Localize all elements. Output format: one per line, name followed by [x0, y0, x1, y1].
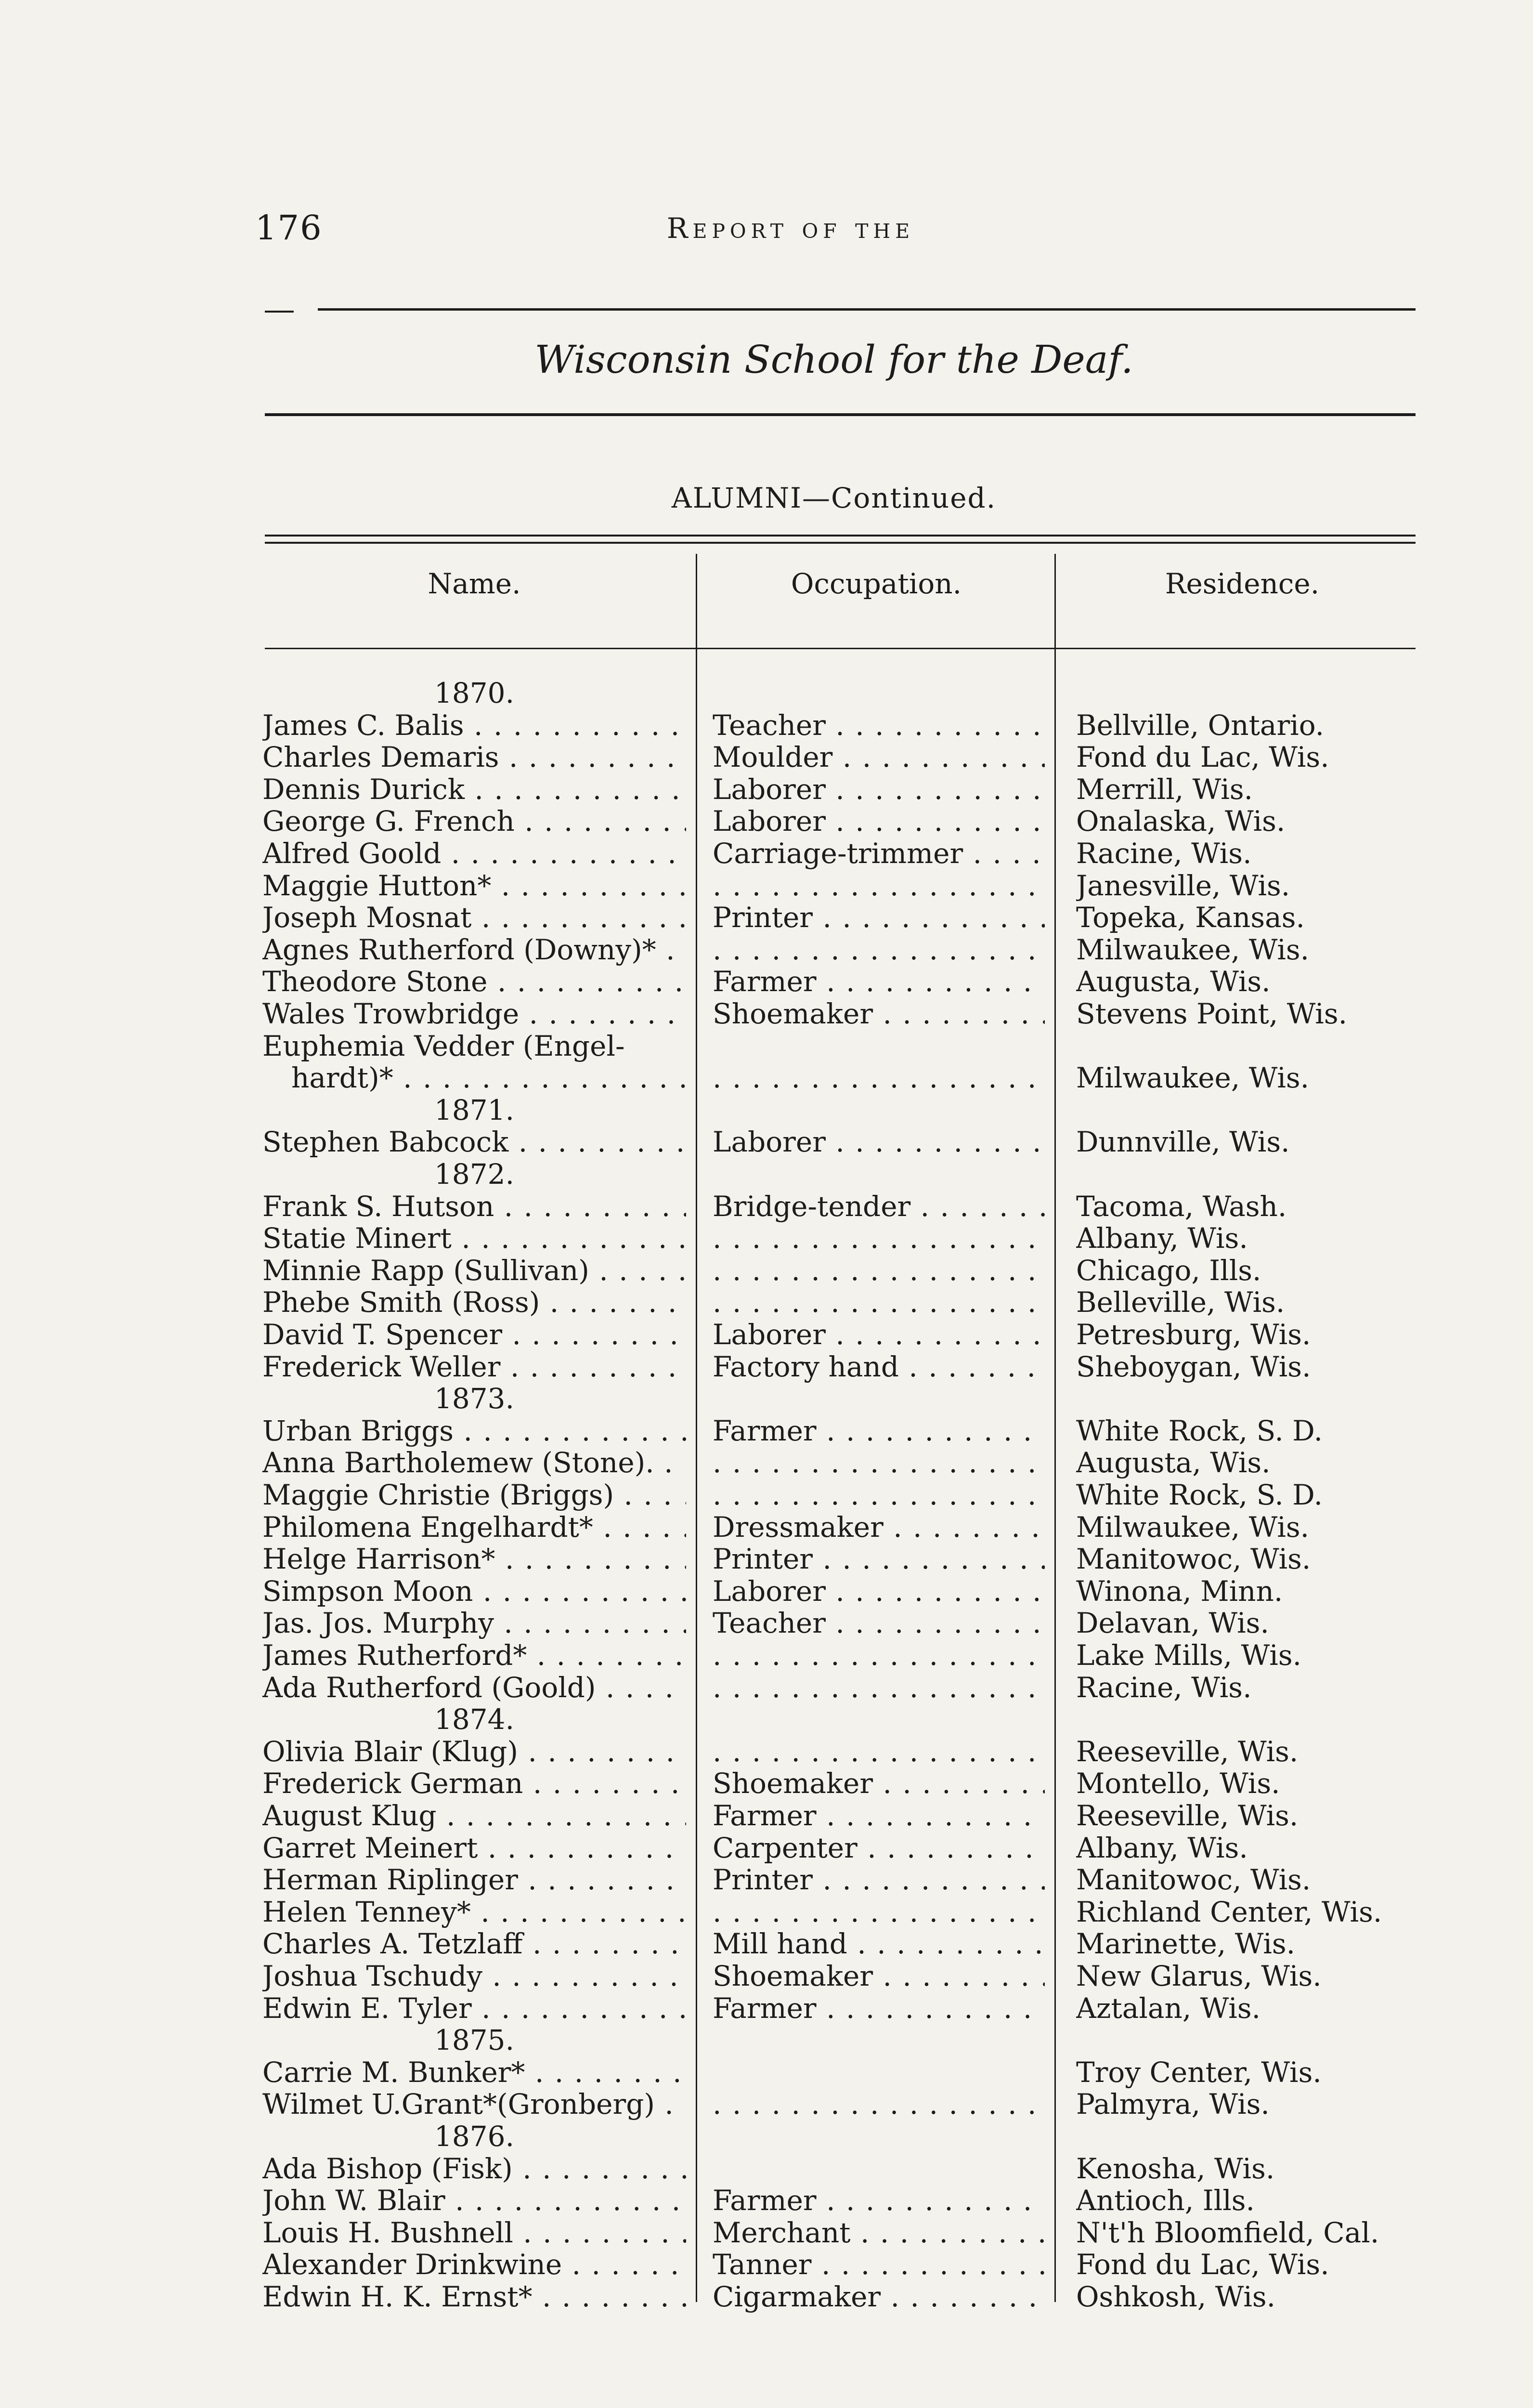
alumni-name-text: James Rutherford* [262, 1639, 527, 1672]
alumni-occupation [713, 1896, 1045, 1928]
table-row [0, 965, 1533, 998]
alumni-occupation-text: Farmer [713, 1799, 817, 1832]
alumni-residence: Racine, Wis. [1076, 1671, 1252, 1704]
table-row [0, 773, 1533, 806]
table-row [0, 1222, 1533, 1255]
alumni-occupation-text: Dressmaker [713, 1510, 883, 1544]
alumni-name [262, 2056, 686, 2089]
alumni-name-text: Dennis Durick [262, 772, 465, 806]
alumni-name [262, 1960, 686, 1992]
table-row [0, 2088, 1533, 2120]
table-row [0, 1896, 1533, 1928]
alumni-name-text: Wales Trowbridge [262, 997, 520, 1030]
alumni-name-text: Alexander Drinkwine [262, 2248, 562, 2281]
table-row [0, 1639, 1533, 1672]
column-header-name: Name. [428, 567, 521, 600]
year-heading-row [0, 1703, 1533, 1736]
alumni-residence: Fond du Lac, Wis. [1076, 2248, 1329, 2281]
alumni-name-text: Helge Harrison* [262, 1543, 495, 1576]
table-row [0, 1832, 1533, 1864]
alumni-residence: Marinette, Wis. [1076, 1927, 1296, 1961]
alumni-occupation [713, 1799, 1045, 1832]
alumni-residence: Tacoma, Wash. [1076, 1190, 1287, 1223]
table-top-rule-1 [265, 535, 1416, 537]
alumni-residence: N't'h Bloomfield, Cal. [1076, 2216, 1379, 2249]
alumni-name [262, 1414, 686, 1447]
alumni-residence: Augusta, Wis. [1076, 965, 1271, 998]
alumni-name [262, 1254, 686, 1287]
table-row [0, 2056, 1533, 2089]
table-row [0, 1350, 1533, 1383]
table-row [0, 869, 1533, 902]
alumni-occupation [713, 741, 1045, 773]
alumni-occupation-text: Carriage-trimmer [713, 837, 963, 870]
alumni-residence: Reeseville, Wis. [1076, 1799, 1299, 1832]
alumni-residence: Richland Center, Wis. [1076, 1895, 1382, 1928]
header-rule-long [318, 308, 1416, 311]
alumni-occupation-text: Farmer [713, 965, 817, 998]
table-row [0, 1318, 1533, 1351]
alumni-occupation-text: Printer [713, 1863, 813, 1897]
alumni-occupation-text: Moulder [713, 741, 833, 774]
table-row [0, 2184, 1533, 2217]
alumni-name [262, 1222, 686, 1255]
alumni-residence: Topeka, Kansas. [1076, 901, 1305, 934]
alumni-name-text: Herman Riplinger [262, 1863, 518, 1897]
alumni-name-text: Anna Bartholemew (Stone). [262, 1446, 654, 1479]
alumni-residence: Janesville, Wis. [1076, 869, 1290, 902]
alumni-occupation [713, 709, 1045, 742]
alumni-name-text: Philomena Engelhardt* [262, 1510, 593, 1544]
alumni-occupation [713, 869, 1045, 902]
alumni-occupation [713, 1927, 1045, 1960]
year-heading-row [0, 2120, 1533, 2153]
alumni-residence: Montello, Wis. [1076, 1767, 1280, 1800]
alumni-name [262, 1479, 686, 1511]
alumni-name-text: Simpson Moon [262, 1574, 473, 1608]
alumni-occupation-text: Factory hand [713, 1350, 899, 1383]
alumni-residence: Kenosha, Wis. [1076, 2152, 1275, 2185]
alumni-occupation-text: Cigarmaker [713, 2280, 881, 2313]
alumni-residence: Bellville, Ontario. [1076, 708, 1325, 742]
alumni-name [262, 901, 686, 934]
alumni-occupation-text: Shoemaker [713, 997, 873, 1030]
alumni-occupation [713, 965, 1045, 998]
alumni-name [262, 1992, 686, 2025]
alumni-name-text: hardt)* [291, 1061, 393, 1095]
alumni-name [262, 1832, 686, 1864]
alumni-residence: Albany, Wis. [1076, 1222, 1248, 1255]
alumni-residence: New Glarus, Wis. [1076, 1960, 1322, 1992]
alumni-occupation [713, 1190, 1045, 1223]
alumni-occupation [713, 1992, 1045, 2025]
alumni-occupation [713, 805, 1045, 838]
table-row [0, 1992, 1533, 2025]
alumni-occupation [713, 1479, 1045, 1511]
alumni-residence: Manitowoc, Wis. [1076, 1863, 1311, 1897]
alumni-occupation-text: Teacher [713, 1607, 826, 1640]
alumni-name-text: Phebe Smith (Ross) [262, 1286, 540, 1319]
alumni-name-text: John W. Blair [262, 2184, 445, 2217]
alumni-residence: Palmyra, Wis. [1076, 2088, 1270, 2121]
alumni-residence: Milwaukee, Wis. [1076, 933, 1310, 966]
alumni-occupation [713, 1318, 1045, 1351]
table-row [0, 1543, 1533, 1575]
alumni-residence: White Rock, S. D. [1076, 1414, 1323, 1447]
alumni-residence: Dunnville, Wis. [1076, 1125, 1290, 1159]
alumni-occupation [713, 773, 1045, 806]
alumni-residence: Troy Center, Wis. [1076, 2055, 1322, 2089]
alumni-occupation [713, 1735, 1045, 1768]
alumni-occupation-text: Printer [713, 1543, 813, 1576]
alumni-occupation [713, 1543, 1045, 1575]
alumni-name-text: George G. French [262, 805, 515, 838]
year-heading-row [0, 677, 1533, 709]
alumni-name [262, 805, 686, 838]
title-rule [265, 413, 1416, 416]
alumni-residence: Manitowoc, Wis. [1076, 1543, 1311, 1576]
alumni-residence: Delavan, Wis. [1076, 1607, 1269, 1640]
year-heading: 1872. [434, 1158, 515, 1191]
alumni-occupation-text: Laborer [713, 1318, 826, 1351]
alumni-occupation-text: Laborer [713, 1125, 826, 1159]
alumni-occupation-text: Merchant [713, 2216, 851, 2249]
alumni-name-text: Jas. Jos. Murphy [262, 1607, 494, 1640]
alumni-name-text: Agnes Rutherford (Downy)* [262, 933, 656, 966]
alumni-name-text: Charles Demaris [262, 741, 499, 774]
alumni-name [262, 1511, 686, 1544]
alumni-name [262, 1318, 686, 1351]
year-heading: 1871. [434, 1093, 515, 1126]
alumni-name-text: Garret Meinert [262, 1831, 478, 1864]
alumni-name-text: Louis H. Bushnell [262, 2216, 513, 2249]
alumni-occupation [713, 1350, 1045, 1383]
alumni-occupation-text: Teacher [713, 708, 826, 742]
alumni-occupation-text: Farmer [713, 1414, 817, 1447]
alumni-occupation-text: Printer [713, 901, 813, 934]
alumni-name [262, 1446, 686, 1479]
alumni-residence: Racine, Wis. [1076, 837, 1252, 870]
alumni-occupation [713, 2248, 1045, 2281]
alumni-name-text: Statie Minert [262, 1222, 452, 1255]
alumni-name-text: Edwin H. K. Ernst* [262, 2280, 533, 2313]
alumni-occupation [713, 1414, 1045, 1447]
alumni-name [262, 2088, 686, 2120]
year-heading-row [0, 1382, 1533, 1415]
alumni-occupation-text: Tanner [713, 2248, 812, 2281]
alumni-occupation-text: Mill hand [713, 1927, 847, 1961]
header-bottom-rule [265, 648, 1416, 649]
alumni-occupation [713, 2088, 1045, 2120]
alumni-name-text: Frederick Weller [262, 1350, 501, 1383]
alumni-residence: Reeseville, Wis. [1076, 1735, 1299, 1768]
alumni-name-text: Stephen Babcock [262, 1125, 509, 1159]
alumni-occupation [713, 1446, 1045, 1479]
alumni-name [262, 1863, 686, 1896]
alumni-name-text: Euphemia Vedder (Engel- [262, 1029, 625, 1062]
alumni-name [262, 773, 686, 806]
alumni-name-text: Urban Briggs [262, 1414, 454, 1447]
alumni-residence: White Rock, S. D. [1076, 1479, 1323, 1511]
alumni-name-text: Carrie M. Bunker* [262, 2055, 525, 2089]
table-top-rule-2 [265, 542, 1416, 544]
alumni-name-text: Joseph Mosnat [262, 901, 472, 934]
table-row [0, 1479, 1533, 1511]
alumni-residence: Milwaukee, Wis. [1076, 1510, 1310, 1544]
alumni-name-text: Ada Bishop (Fisk) [262, 2152, 513, 2185]
column-header-occupation: Occupation. [791, 567, 962, 600]
alumni-name [262, 2216, 686, 2249]
table-row [0, 1799, 1533, 1832]
table-row [0, 1414, 1533, 1447]
alumni-name [262, 709, 686, 742]
table-row [0, 1575, 1533, 1608]
alumni-name [262, 1575, 686, 1608]
alumni-name [262, 2152, 686, 2185]
alumni-name-text: James C. Balis [262, 708, 464, 742]
alumni-name [262, 1350, 686, 1383]
alumni-name [262, 1286, 686, 1319]
alumni-name-text: Edwin E. Tyler [262, 1991, 472, 2025]
year-heading-row [0, 2024, 1533, 2056]
alumni-name-text: Frank S. Hutson [262, 1190, 494, 1223]
alumni-name [262, 1671, 686, 1704]
alumni-residence: Chicago, Ills. [1076, 1254, 1261, 1287]
school-title: Wisconsin School for the Deaf. [534, 337, 1133, 382]
alumni-occupation [713, 2184, 1045, 2217]
alumni-occupation [713, 901, 1045, 934]
alumni-occupation [713, 1863, 1045, 1896]
alumni-occupation [713, 1671, 1045, 1704]
alumni-occupation [713, 2280, 1045, 2313]
alumni-residence: Onalaska, Wis. [1076, 805, 1286, 838]
alumni-name [262, 1030, 686, 1062]
alumni-occupation [713, 1511, 1045, 1544]
alumni-occupation [713, 1254, 1045, 1287]
alumni-name [262, 1799, 686, 1832]
table-row [0, 837, 1533, 870]
alumni-occupation-text: Carpenter [713, 1831, 857, 1864]
table-row [0, 2280, 1533, 2313]
table-row [0, 1767, 1533, 1800]
alumni-occupation [713, 1639, 1045, 1672]
alumni-occupation [713, 1222, 1045, 1255]
alumni-occupation [713, 997, 1045, 1030]
alumni-name [262, 1607, 686, 1639]
table-row [0, 1286, 1533, 1319]
section-title: ALUMNI—Continued. [671, 482, 997, 514]
table-row [0, 1671, 1533, 1704]
alumni-name [291, 1061, 686, 1094]
alumni-name [262, 869, 686, 902]
alumni-occupation-text: Laborer [713, 772, 826, 806]
alumni-name [262, 933, 686, 966]
alumni-occupation-text: Farmer [713, 1991, 817, 2025]
alumni-residence: Augusta, Wis. [1076, 1446, 1271, 1479]
alumni-occupation [713, 1767, 1045, 1800]
alumni-occupation-text: Farmer [713, 2184, 817, 2217]
alumni-residence: Milwaukee, Wis. [1076, 1061, 1310, 1095]
alumni-name [262, 837, 686, 870]
alumni-occupation [713, 1125, 1045, 1158]
alumni-residence: Albany, Wis. [1076, 1831, 1248, 1864]
alumni-occupation [713, 1607, 1045, 1639]
header-rule-short [265, 311, 294, 313]
alumni-occupation [713, 933, 1045, 966]
table-row [0, 1927, 1533, 1960]
table-row [0, 1511, 1533, 1544]
alumni-occupation-text: Bridge-tender [713, 1190, 911, 1223]
alumni-name [262, 1543, 686, 1575]
alumni-residence: Oshkosh, Wis. [1076, 2280, 1276, 2313]
alumni-name [262, 1190, 686, 1223]
alumni-occupation [713, 837, 1045, 870]
alumni-name [262, 2184, 686, 2217]
running-head: Report of the [666, 212, 915, 245]
alumni-occupation [713, 1286, 1045, 1319]
table-row [0, 1061, 1533, 1094]
alumni-name-text: Frederick German [262, 1767, 523, 1800]
alumni-name-text: Charles A. Tetzlaff [262, 1927, 523, 1961]
year-heading: 1873. [434, 1382, 515, 1415]
alumni-residence: Petresburg, Wis. [1076, 1318, 1311, 1351]
table-row [0, 1607, 1533, 1639]
alumni-name-text: Maggie Hutton* [262, 869, 492, 902]
alumni-occupation-text: Shoemaker [713, 1767, 873, 1800]
alumni-occupation [713, 1061, 1045, 1094]
alumni-residence: Antioch, Ills. [1076, 2184, 1255, 2217]
table-row [0, 901, 1533, 934]
table-row [0, 933, 1533, 966]
year-heading: 1870. [434, 677, 515, 709]
alumni-residence: Winona, Minn. [1076, 1574, 1283, 1608]
alumni-name [262, 1896, 686, 1928]
alumni-name-text: August Klug [262, 1799, 437, 1832]
alumni-residence: Fond du Lac, Wis. [1076, 741, 1329, 774]
table-row [0, 1446, 1533, 1479]
alumni-name-text: Joshua Tschudy [262, 1960, 482, 1992]
table-row [0, 2248, 1533, 2281]
alumni-occupation-text: Laborer [713, 1574, 826, 1608]
alumni-name [262, 741, 686, 773]
table-row [0, 709, 1533, 742]
table-row [0, 1735, 1533, 1768]
alumni-residence: Sheboygan, Wis. [1076, 1350, 1311, 1383]
table-row [0, 1863, 1533, 1896]
alumni-residence: Belleville, Wis. [1076, 1286, 1285, 1319]
alumni-residence: Stevens Point, Wis. [1076, 997, 1348, 1030]
alumni-name [262, 2248, 686, 2281]
alumni-name [262, 1767, 686, 1800]
alumni-residence: Merrill, Wis. [1076, 772, 1253, 806]
alumni-name-text: Alfred Goold [262, 837, 442, 870]
alumni-occupation [713, 1575, 1045, 1608]
table-row [0, 1960, 1533, 1992]
table-row [0, 2216, 1533, 2249]
alumni-name-text: Maggie Christie (Briggs) [262, 1479, 614, 1511]
alumni-occupation [713, 1960, 1045, 1992]
alumni-name [262, 997, 686, 1030]
alumni-occupation [713, 2216, 1045, 2249]
alumni-name [262, 1125, 686, 1158]
alumni-occupation [713, 1832, 1045, 1864]
table-row [0, 741, 1533, 773]
alumni-name [262, 2280, 686, 2313]
column-header-residence: Residence. [1165, 567, 1320, 600]
alumni-name-text: Helen Tenney* [262, 1895, 471, 1928]
table-row [0, 997, 1533, 1030]
year-heading-row [0, 1158, 1533, 1191]
table-row [0, 805, 1533, 838]
year-heading: 1876. [434, 2120, 515, 2153]
year-heading: 1875. [434, 2024, 515, 2057]
table-row [0, 1190, 1533, 1223]
alumni-name-text: Minnie Rapp (Sullivan) [262, 1254, 589, 1287]
table-row [0, 1125, 1533, 1158]
table-row [0, 2152, 1533, 2185]
alumni-name-text: Olivia Blair (Klug) [262, 1735, 519, 1768]
alumni-name [262, 1735, 686, 1768]
alumni-name [262, 1639, 686, 1672]
alumni-name [262, 1927, 686, 1960]
alumni-occupation-text: Laborer [713, 805, 826, 838]
alumni-name-text: Ada Rutherford (Goold) [262, 1671, 596, 1704]
alumni-name-text: Wilmet U.Grant*(Gronberg) [262, 2088, 655, 2121]
table-row [0, 1030, 1533, 1062]
page-number: 176 [255, 208, 323, 248]
year-heading-row [0, 1094, 1533, 1126]
alumni-name [262, 965, 686, 998]
alumni-occupation-text: Shoemaker [713, 1960, 873, 1992]
alumni-name-text: David T. Spencer [262, 1318, 503, 1351]
table-row [0, 1254, 1533, 1287]
year-heading: 1874. [434, 1703, 515, 1736]
alumni-name-text: Theodore Stone [262, 965, 488, 998]
alumni-residence: Aztalan, Wis. [1076, 1991, 1261, 2025]
alumni-residence: Lake Mills, Wis. [1076, 1639, 1302, 1672]
